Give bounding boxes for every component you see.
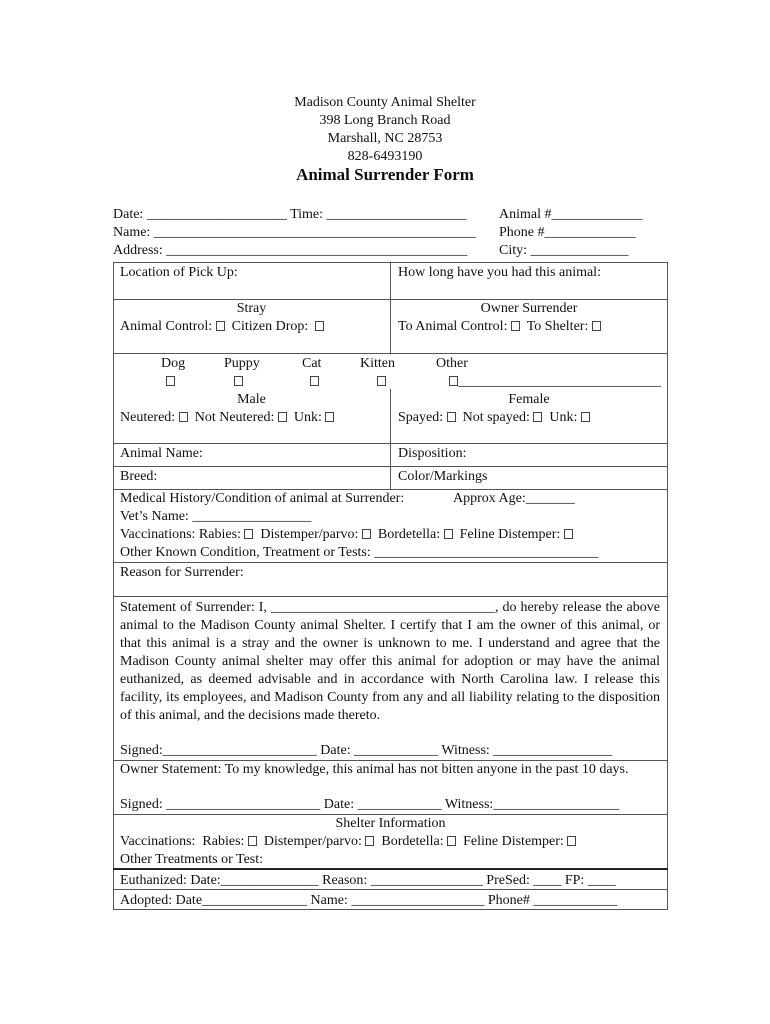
pickup-location-label[interactable]: Location of Pick Up: — [120, 265, 238, 280]
checkbox[interactable] — [244, 529, 253, 539]
animal-name-label[interactable]: Animal Name: — [120, 446, 203, 461]
how-long-label[interactable]: How long have you had this animal: — [398, 265, 601, 280]
animal-control-option[interactable]: Animal Control: Citizen Drop: — [120, 318, 324, 336]
female-options[interactable]: Spayed: Not spayed: Unk: — [398, 409, 590, 427]
signed-date-witness-1[interactable]: Signed:______________________ Date: ____________ Witness: _________________ — [120, 743, 613, 758]
checkbox[interactable] — [511, 321, 520, 331]
checkbox[interactable] — [248, 836, 257, 846]
city-field[interactable]: City: ______________ — [499, 243, 629, 258]
shelter-city: Marshall, NC 28753 — [327, 131, 443, 146]
adopted-row[interactable]: Adopted: Date_______________ Name: ___________________ Phone# ____________ — [120, 893, 618, 908]
checkbox[interactable] — [179, 412, 188, 422]
disposition-label[interactable]: Disposition: — [398, 446, 467, 461]
checkbox[interactable] — [325, 412, 334, 422]
vet-name-field[interactable]: Vet’s Name: _________________ — [120, 509, 312, 524]
animal-number-field[interactable]: Animal #_____________ — [499, 207, 643, 222]
checkbox[interactable] — [216, 321, 225, 331]
shelter-vaccinations-row[interactable]: Vaccinations: Rabies: Distemper/parvo: Bordetella: Feline Distemper: — [120, 833, 576, 851]
date-time-field[interactable]: Date: ____________________ Time: ____________________ — [113, 207, 467, 222]
row-divider — [113, 562, 668, 563]
male-options[interactable]: Neutered: Not Neutered: Unk: — [120, 409, 334, 427]
shelter-name: Madison County Animal Shelter — [294, 95, 476, 110]
breed-label[interactable]: Breed: — [120, 469, 158, 484]
dog-checkbox[interactable] — [166, 376, 175, 386]
color-markings-label[interactable]: Color/Markings — [398, 469, 488, 484]
owner-statement: Owner Statement: To my knowledge, this animal has not bitten anyone in the past 10 days. — [120, 762, 629, 777]
owner-surrender-options[interactable]: To Animal Control: To Shelter: — [398, 318, 601, 336]
checkbox[interactable] — [365, 836, 374, 846]
puppy-checkbox[interactable] — [234, 376, 243, 386]
checkbox[interactable] — [447, 412, 456, 422]
checkbox[interactable] — [592, 321, 601, 331]
medical-history-label[interactable]: Medical History/Condition of animal at Surrender: — [120, 491, 405, 506]
checkbox[interactable] — [278, 412, 287, 422]
species-dog: Dog — [161, 356, 186, 371]
checkbox[interactable] — [567, 836, 576, 846]
euthanized-row[interactable]: Euthanized: Date:______________ Reason: ________________ PreSed: ____ FP: ____ — [120, 873, 616, 888]
vaccinations-row[interactable]: Vaccinations: Rabies: Distemper/parvo: Bordetella: Feline Distemper: — [120, 526, 573, 544]
owner-surrender-heading: Owner Surrender — [480, 301, 578, 316]
shelter-street: 398 Long Branch Road — [319, 113, 451, 128]
form-title: Animal Surrender Form — [296, 165, 474, 184]
reason-label[interactable]: Reason for Surrender: — [120, 565, 244, 580]
shelter-information-heading: Shelter Information — [335, 816, 446, 831]
checkbox[interactable] — [315, 321, 324, 331]
species-puppy: Puppy — [224, 356, 260, 371]
species-cat: Cat — [302, 356, 322, 371]
checkbox[interactable] — [444, 529, 453, 539]
signed-date-witness-2[interactable]: Signed: ______________________ Date: ____________ Witness:__________________ — [120, 797, 620, 812]
address-field[interactable]: Address: ___________________________________________ — [113, 243, 468, 258]
other-species-line[interactable]: _____________________________ — [458, 374, 661, 389]
male-heading: Male — [237, 392, 266, 407]
stray-heading: Stray — [236, 301, 267, 316]
statement-of-surrender: Statement of Surrender: I, ________________________________, do hereby release the above animal to the Madison County animal Shelter. I certify that I am the owner of this animal, or that this animal is a stray and the owner is unknown to me. I understand and agree that the Madison County animal shelter may offer this animal for adoption or may have the animal euthanized, as deemed advisable and in accordance with North Carolina law. I release this facility, its employees, and Madison County from any and all liability relating to the disposition of this animal, and the decisions made thereto. — [120, 600, 660, 723]
phone-field[interactable]: Phone #_____________ — [499, 225, 636, 240]
checkbox[interactable] — [581, 412, 590, 422]
other-treatments-label[interactable]: Other Treatments or Test: — [120, 852, 264, 867]
female-heading: Female — [508, 392, 550, 407]
kitten-checkbox[interactable] — [377, 376, 386, 386]
shelter-phone: 828-6493190 — [347, 149, 423, 164]
checkbox[interactable] — [362, 529, 371, 539]
row-divider — [113, 353, 668, 354]
checkbox[interactable] — [447, 836, 456, 846]
approx-age-field[interactable]: Approx Age:_______ — [453, 491, 575, 506]
other-checkbox[interactable] — [449, 376, 458, 386]
checkbox[interactable] — [564, 529, 573, 539]
cat-checkbox[interactable] — [310, 376, 319, 386]
species-kitten: Kitten — [360, 356, 395, 371]
row-divider — [113, 596, 668, 597]
name-field[interactable]: Name: ______________________________________________ — [113, 225, 476, 240]
checkbox[interactable] — [533, 412, 542, 422]
species-other: Other — [436, 356, 468, 371]
other-known-condition-field[interactable]: Other Known Condition, Treatment or Tests: ________________________________ — [120, 545, 599, 560]
